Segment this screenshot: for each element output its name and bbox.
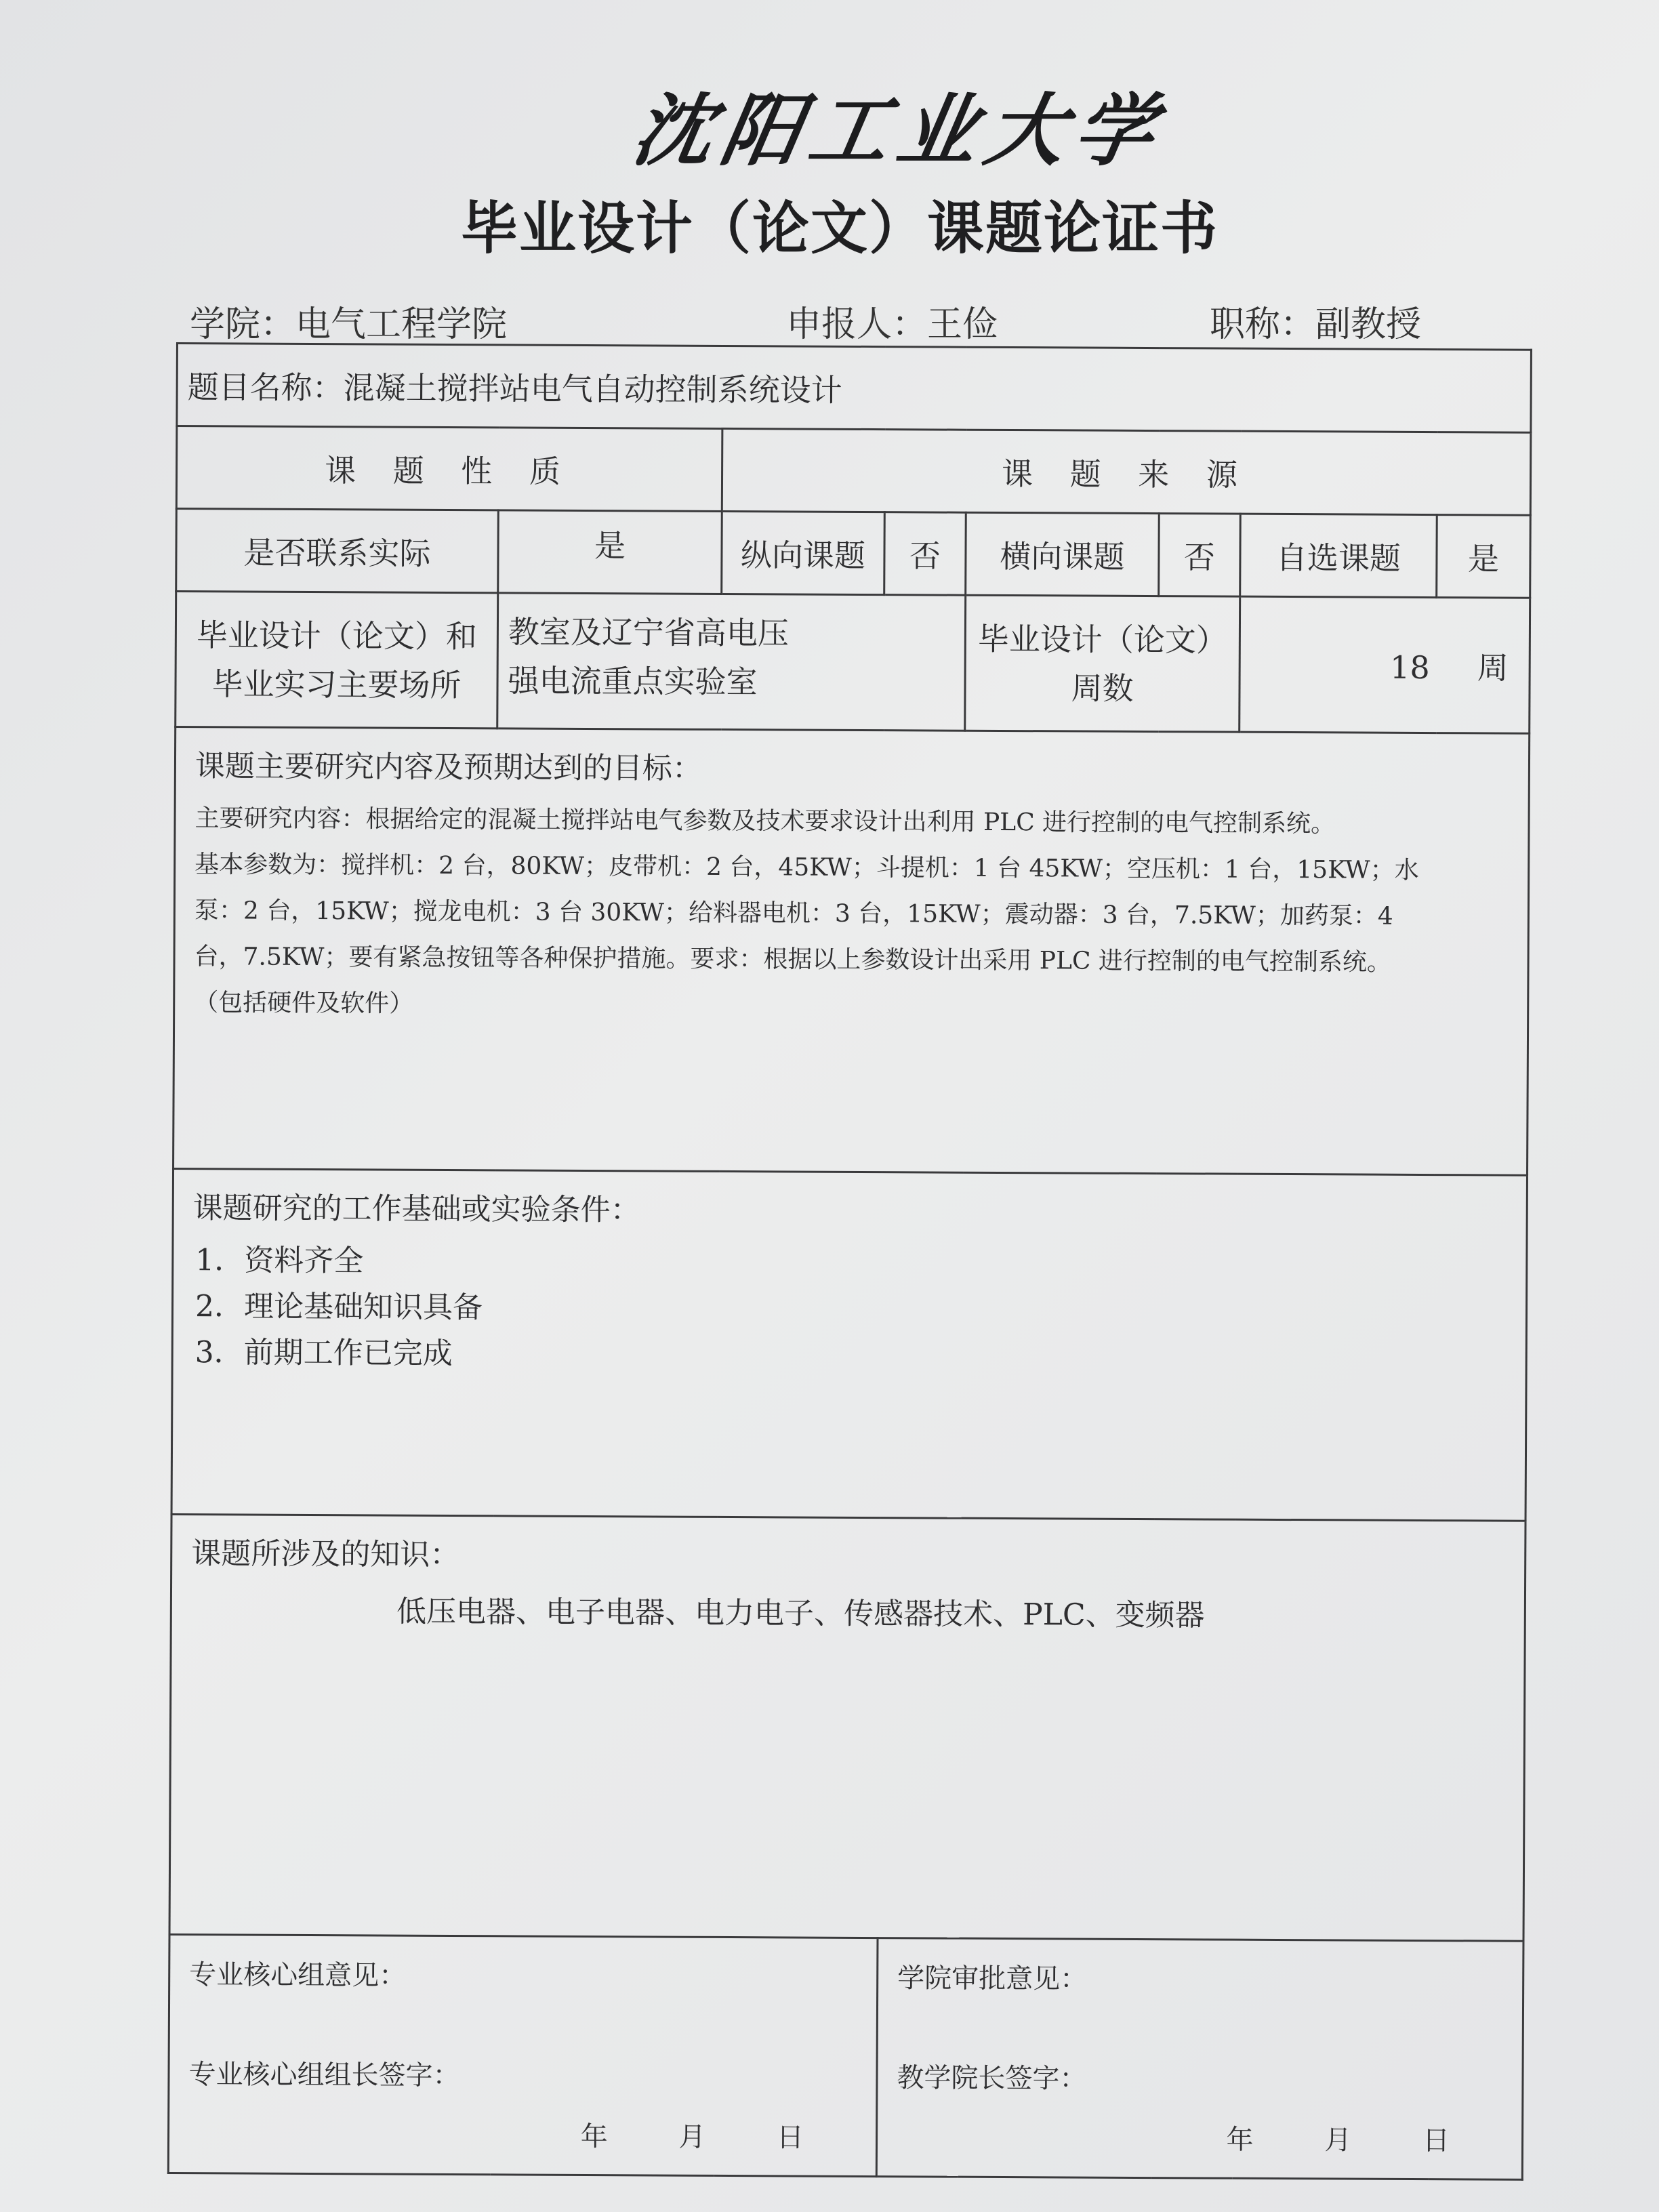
practical-label: 是否联系实际 (176, 509, 499, 593)
basis-item: 1．资料齐全 (195, 1243, 364, 1279)
nature-header: 课 题 性 质 (176, 426, 722, 512)
research-line: 泵：2 台，15KW；搅龙电机：3 台 30KW；给料器电机：3 台，15KW；震动器：3 台，7.5KW；加药泵：4 (194, 897, 1393, 930)
basis-item: 3．前期工作已完成 (194, 1335, 453, 1372)
longitudinal-label: 纵向课题 (722, 511, 885, 594)
research-heading: 课题主要研究内容及预期达到的目标： (194, 749, 703, 786)
research-line: 基本参数为：搅拌机：2 台，80KW；皮带机：2 台，45KW；斗提机：1 台 45KW；空压机：1 台，15KW；水 (194, 851, 1419, 884)
research-line: （包括硬件及软件） (194, 989, 414, 1018)
horizontal-value: 否 (1159, 514, 1241, 597)
weeks-value: 18 (1390, 649, 1430, 686)
proposal-form-table (167, 342, 1530, 2179)
weeks-label-line-1: 毕业设计（论文） (977, 620, 1228, 659)
practical-value: 是 (498, 510, 722, 594)
weeks-label-line-2: 周数 (1071, 669, 1134, 707)
dean-signature-label: 教学院长签字： (897, 2062, 1087, 2095)
topic-title: 题目名称：混凝土搅拌站电气自动控制系统设计 (187, 368, 842, 409)
self-selected-label: 自选课题 (1240, 514, 1437, 597)
knowledge-cell (169, 1514, 1525, 1941)
knowledge-heading: 课题所涉及的知识： (191, 1536, 460, 1573)
college-approval-heading: 学院审批意见： (897, 1963, 1088, 1995)
core-group-signature-label: 专业核心组组长签字： (188, 2059, 460, 2092)
knowledge-text: 低压电器、电子电器、电力电子、传感器技术、PLC、变频器 (396, 1594, 1205, 1633)
basis-cell (171, 1168, 1527, 1521)
college-field: 学院：电气工程学院 (190, 304, 508, 345)
weeks-label (965, 595, 1240, 732)
topic-title-cell (177, 344, 1532, 433)
longitudinal-value: 否 (884, 512, 966, 596)
college-approval-cell (876, 1938, 1523, 2180)
place-label-line-1: 毕业设计（论文）和 (196, 616, 478, 655)
place-label (176, 592, 498, 729)
place-label-line-2: 毕业实习主要场所 (211, 665, 462, 703)
source-header: 课 题 来 源 (722, 428, 1531, 515)
title-rank-field: 职称：副教授 (1210, 304, 1422, 345)
core-group-date: 年 月 日 (580, 2121, 836, 2154)
applicant-field: 申报人：王俭 (786, 304, 998, 345)
place-value (497, 593, 966, 731)
self-selected-value: 是 (1437, 515, 1531, 598)
place-value-line-1: 教室及辽宁省高电压 (508, 613, 790, 652)
document-title: 毕业设计（论文）课题论证书 (461, 195, 1219, 262)
horizontal-label: 横向课题 (966, 512, 1160, 596)
place-value-line-2: 强电流重点实验室 (508, 662, 758, 701)
research-content-cell (173, 727, 1530, 1176)
research-line: 主要研究内容：根据给定的混凝土搅拌站电气参数及技术要求设计出利用 PLC 进行控制的电气控制系统。 (194, 804, 1336, 838)
core-group-opinion-heading: 专业核心组意见： (189, 1959, 407, 1992)
school-name: 沈阳工业大学 (626, 85, 1171, 177)
research-line: 台，7.5KW；要有紧急按钮等各种保护措施。要求：根据以上参数设计出采用 PLC 进行控制的电气控制系统。 (194, 943, 1392, 977)
college-approval-date: 年 月 日 (1226, 2124, 1481, 2157)
weeks-unit: 周 (1477, 649, 1509, 687)
core-group-opinion-cell (168, 1934, 878, 2176)
basis-heading: 课题研究的工作基础或实验条件： (192, 1191, 640, 1228)
basis-item: 2．理论基础知识具备 (194, 1289, 483, 1326)
weeks-value-cell (1240, 596, 1530, 733)
